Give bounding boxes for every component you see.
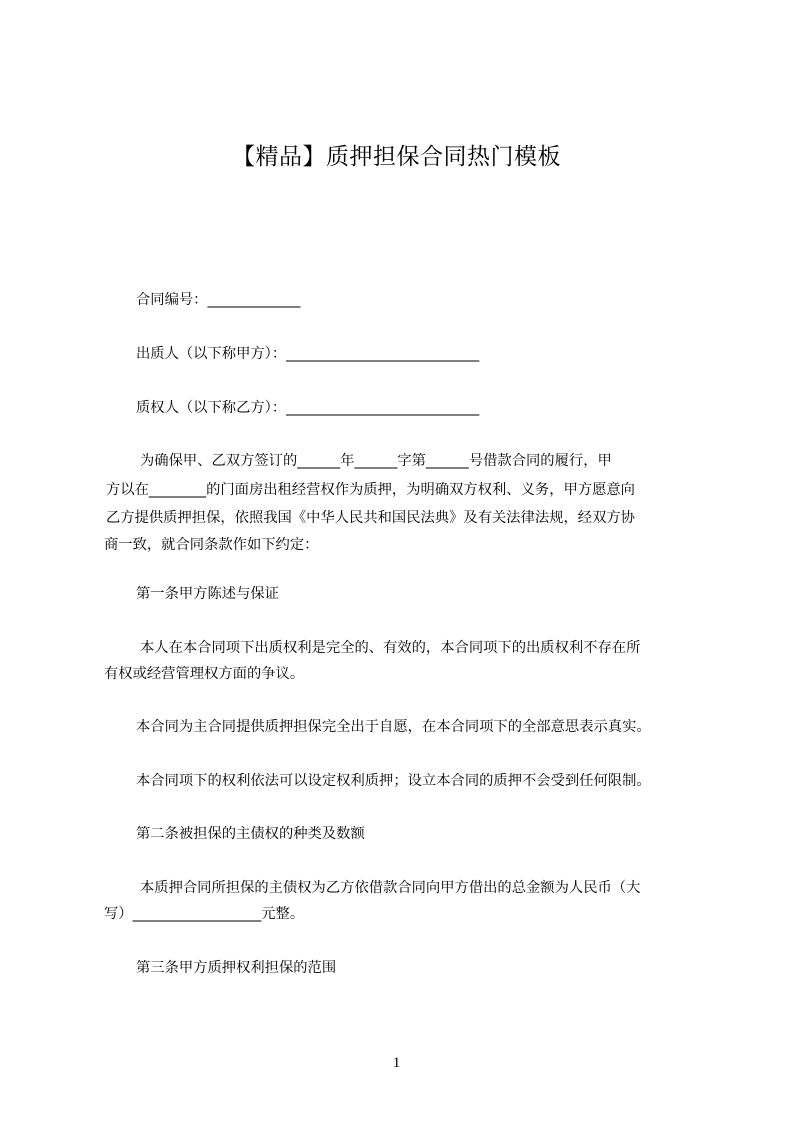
- article-1-paragraph: 本合同为主合同提供质押担保完全出于自愿，在本合同项下的全部意思表示真实。: [136, 719, 651, 735]
- article-2-paragraph-line: 写）__________________元整。: [104, 906, 305, 922]
- article-2-paragraph-line: 本质押合同所担保的主债权为乙方依借款合同向甲方借出的总金额为人民币（大: [140, 880, 641, 896]
- document-title: 【精品】质押担保合同热门模板: [232, 144, 561, 170]
- intro-line: 乙方提供质押担保，依照我国《中华人民共和国民法典》及有关法律法规，经双方协: [106, 510, 635, 526]
- article-1-paragraph-line: 本人在本合同项下出质权利是完全的、有效的，本合同项下的出质权利不存在所: [140, 640, 641, 656]
- article-2-heading: 第二条被担保的主债权的种类及数额: [136, 826, 365, 842]
- intro-line: 商一致，就合同条款作如下约定：: [104, 537, 319, 553]
- article-3-heading: 第三条甲方质押权利担保的范围: [136, 960, 337, 976]
- pledgee-field: 质权人（以下称乙方）：___________________________: [136, 400, 480, 416]
- article-1-heading: 第一条甲方陈述与保证: [136, 586, 279, 602]
- article-1-paragraph: 本合同项下的权利依法可以设定权利质押；设立本合同的质押不会受到任何限制。: [136, 773, 651, 789]
- contract-number-field: 合同编号：_____________: [136, 292, 301, 308]
- page-number: 1: [392, 1055, 401, 1071]
- intro-line: 方以在________的门面房出租经营权作为质押，为明确双方权利、义务，甲方愿意向: [106, 482, 635, 498]
- pledgor-field: 出质人（以下称甲方）：___________________________: [136, 346, 480, 362]
- intro-line: 为确保甲、乙双方签订的______年______字第______号借款合同的履行，甲: [140, 453, 612, 469]
- article-1-paragraph-line: 有权或经营管理权方面的争议。: [104, 666, 305, 682]
